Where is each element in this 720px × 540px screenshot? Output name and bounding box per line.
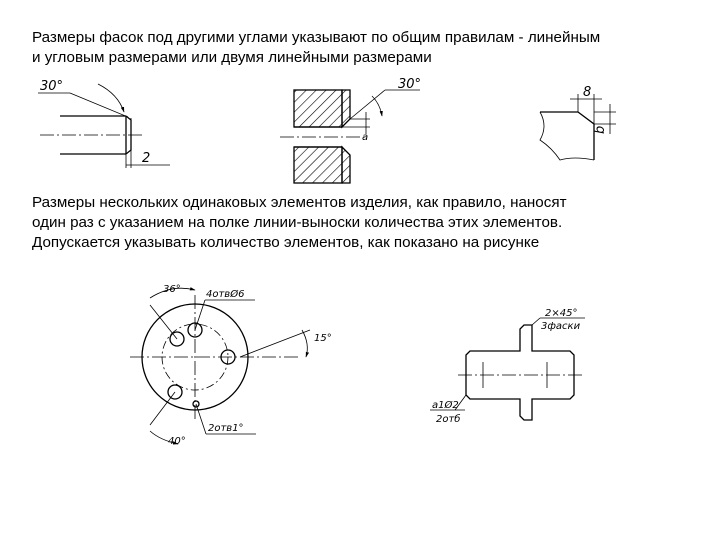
figure-hole-chamfer-section bbox=[280, 90, 420, 183]
paragraph-line: и угловым размерами или двумя линейными размерами bbox=[32, 49, 432, 66]
fig5-chamfer-top-label: 2×45° bbox=[545, 308, 578, 319]
fig2-size-label: a bbox=[362, 132, 369, 143]
fig5-chamfer-bottom-qty-label: 2отб bbox=[436, 414, 461, 425]
paragraph-line: Допускается указывать количество элементов, как показано на рисунке bbox=[32, 234, 540, 251]
fig4-angle-right-label: 15° bbox=[314, 333, 332, 344]
fig4-angle-top-label: 36° bbox=[163, 284, 181, 295]
fig2-angle-label: 30° bbox=[398, 77, 422, 92]
fig4-holes-bottom-label: 2отв1° bbox=[208, 423, 244, 434]
fig1-angle-label: 30° bbox=[40, 79, 64, 94]
fig1-size-label: 2 bbox=[142, 151, 151, 166]
fig3-top-size-label: 8 bbox=[583, 85, 592, 100]
fig5-chamfer-top-qty-label: 3фаски bbox=[541, 321, 581, 332]
paragraph-line: Размеры фасок под другими углами указывают по общим правилам - линейным bbox=[32, 29, 601, 46]
fig3-side-size-label: b bbox=[593, 125, 608, 134]
fig4-angle-bottom-label: 40° bbox=[168, 436, 186, 447]
paragraph-line: Размеры нескольких одинаковых элементов изделия, как правило, наносят bbox=[32, 194, 567, 211]
paragraph-line: один раз с указанием на полке линии-выноски количества этих элементов. bbox=[32, 214, 563, 231]
fig5-chamfer-bottom-label: а1Ø2 bbox=[432, 400, 459, 411]
figure-disc-holes bbox=[130, 288, 310, 444]
fig4-holes-top-label: 4отвØ6 bbox=[206, 289, 245, 300]
